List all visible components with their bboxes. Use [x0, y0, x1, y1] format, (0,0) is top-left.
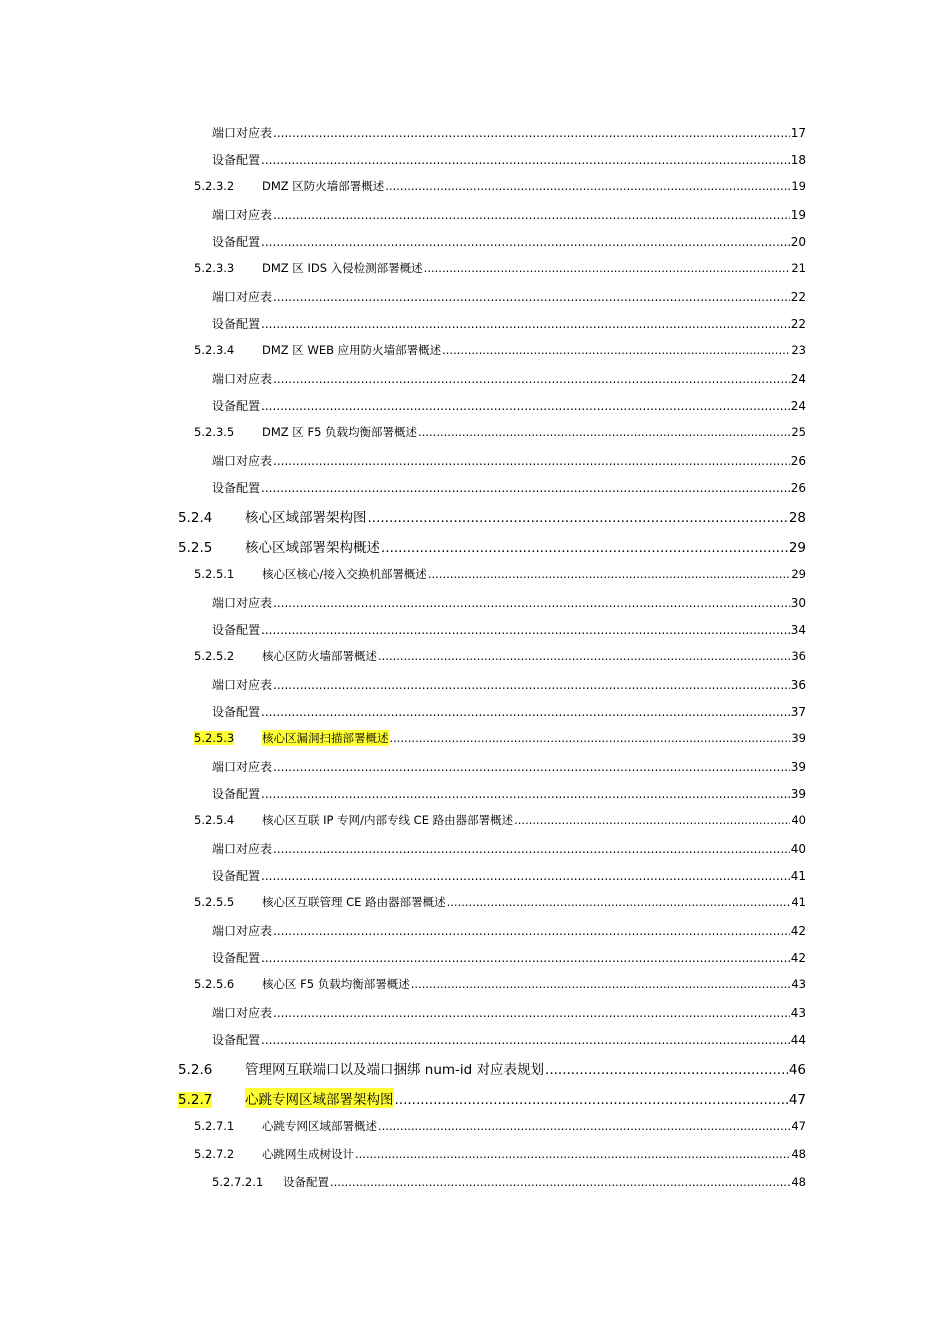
- toc-entry-number: [194, 895, 262, 909]
- toc-leader-dots: [390, 731, 791, 745]
- toc-entry-number-text: 5.2.4: [178, 510, 213, 526]
- toc-entry-title: 设备配置: [212, 623, 261, 637]
- toc-entry-title: 端口对应表: [212, 842, 273, 856]
- toc-entry-number: [194, 425, 262, 439]
- toc-entry-page-number: 40: [790, 842, 806, 856]
- toc-entry-number-text: 5.2.5.4: [194, 813, 235, 827]
- toc-entry-title: 端口对应表: [212, 126, 273, 140]
- toc-entry-title: 设备配置: [212, 951, 261, 965]
- toc-entry[interactable]: [212, 785, 806, 802]
- toc-entry-title: 心跳专网区域部署概述: [262, 1119, 377, 1133]
- toc-entry-title: 端口对应表: [212, 454, 273, 468]
- toc-entry-number: [194, 261, 262, 275]
- toc-entry[interactable]: [178, 1058, 806, 1078]
- toc-entry-title: 端口对应表: [212, 924, 273, 938]
- toc-entry-page-number: 39: [790, 787, 806, 801]
- toc-entry-title: 端口对应表: [212, 372, 273, 386]
- toc-entry-number-text: 5.2.5: [178, 540, 213, 556]
- toc-entry-page-number: 43: [790, 1006, 806, 1020]
- toc-entry-title: 设备配置: [212, 399, 261, 413]
- toc-entry-number: [178, 510, 245, 526]
- toc-entry-page-number: 40: [791, 813, 806, 827]
- toc-entry-title: 设备配置: [212, 317, 261, 331]
- toc-entry-title: 端口对应表: [212, 760, 273, 774]
- toc-entry-page-number: 18: [790, 153, 806, 167]
- toc-leader-dots: [273, 760, 790, 774]
- toc-entry-number-text: 5.2.5.2: [194, 649, 235, 663]
- toc-leader-dots: [273, 126, 790, 140]
- toc-entry-title: 端口对应表: [212, 596, 273, 610]
- toc-entry-number-text: 5.2.7.1: [194, 1119, 235, 1133]
- toc-entry-page-number: 22: [790, 317, 806, 331]
- toc-entry[interactable]: [212, 676, 806, 693]
- toc-entry-number-text: 5.2.7.2: [194, 1147, 235, 1161]
- toc-entry-title: DMZ 区防火墙部署概述: [262, 179, 385, 193]
- toc-entry-title: 核心区防火墙部署概述: [262, 649, 377, 663]
- toc-leader-dots: [273, 1006, 790, 1020]
- toc-leader-dots: [378, 649, 790, 663]
- toc-entry[interactable]: [194, 342, 806, 358]
- toc-entry-number: [178, 1092, 245, 1108]
- toc-entry[interactable]: [194, 730, 806, 746]
- toc-leader-dots: [261, 153, 790, 167]
- toc-leader-dots: [442, 343, 790, 357]
- toc-leader-dots: [261, 623, 790, 637]
- toc-entry[interactable]: [212, 1031, 806, 1048]
- toc-entry[interactable]: [194, 178, 806, 194]
- toc-entry-page-number: 42: [790, 924, 806, 938]
- toc-entry-page-number: 28: [788, 510, 806, 526]
- toc-leader-dots: [273, 208, 790, 222]
- toc-leader-dots: [273, 924, 790, 938]
- toc-entry-title: 核心区 F5 负载均衡部署概述: [262, 977, 410, 991]
- toc-entry[interactable]: [178, 506, 806, 526]
- toc-leader-dots: [395, 1092, 788, 1108]
- toc-leader-dots: [261, 481, 790, 495]
- toc-entry[interactable]: [212, 233, 806, 250]
- toc-entry[interactable]: [212, 1004, 806, 1021]
- toc-entry[interactable]: [178, 536, 806, 556]
- toc-entry[interactable]: [178, 1088, 806, 1108]
- toc-entry[interactable]: [194, 1146, 806, 1162]
- toc-leader-dots: [261, 705, 790, 719]
- toc-entry[interactable]: [194, 260, 806, 276]
- toc-entry-number-text: 5.2.5.5: [194, 895, 235, 909]
- toc-entry-page-number: 41: [790, 869, 806, 883]
- toc-entry-page-number: 24: [790, 399, 806, 413]
- toc-entry-title: 心跳网生成树设计: [262, 1147, 354, 1161]
- toc-entry-title: DMZ 区 IDS 入侵检测部署概述: [262, 261, 423, 275]
- toc-entry-number: [194, 977, 262, 991]
- toc-entry-page-number: 26: [790, 481, 806, 495]
- toc-entry-number: [178, 1062, 245, 1078]
- toc-entry[interactable]: [212, 124, 806, 141]
- toc-entry-title: 核心区互联 IP 专网/内部专线 CE 路由器部署概述: [262, 813, 514, 827]
- toc-entry-page-number: 19: [790, 208, 806, 222]
- toc-entry-title: 核心区域部署架构图: [245, 510, 367, 526]
- toc-leader-dots: [368, 510, 788, 526]
- toc-entry[interactable]: [212, 922, 806, 939]
- toc-leader-dots: [411, 977, 791, 991]
- toc-entry-title: DMZ 区 WEB 应用防火墙部署概述: [262, 343, 442, 357]
- toc-entry-title: 设备配置: [212, 481, 261, 495]
- toc-entry-page-number: 19: [791, 179, 806, 193]
- toc-entry[interactable]: [212, 370, 806, 387]
- toc-leader-dots: [273, 678, 790, 692]
- toc-entry-page-number: 46: [788, 1062, 806, 1078]
- toc-entry[interactable]: [194, 976, 806, 992]
- toc-entry-page-number: 48: [791, 1147, 806, 1161]
- toc-entry[interactable]: [194, 894, 806, 910]
- toc-leader-dots: [261, 1033, 790, 1047]
- toc-leader-dots: [424, 261, 791, 275]
- toc-entry-page-number: 24: [790, 372, 806, 386]
- toc-entry-page-number: 36: [790, 678, 806, 692]
- toc-entry[interactable]: [194, 424, 806, 440]
- toc-entry-number: [194, 1147, 262, 1161]
- toc-entry-page-number: 34: [790, 623, 806, 637]
- toc-entry-page-number: 26: [790, 454, 806, 468]
- toc-entry-page-number: 36: [791, 649, 806, 663]
- toc-leader-dots: [428, 567, 790, 581]
- toc-entry-page-number: 41: [791, 895, 806, 909]
- toc-entry-number-text: 5.2.5.6: [194, 977, 235, 991]
- toc-leader-dots: [261, 951, 790, 965]
- toc-entry-number: [178, 540, 245, 556]
- toc-entry-number-text: 5.2.3.5: [194, 425, 235, 439]
- toc-entry-page-number: 30: [790, 596, 806, 610]
- toc-entry-title: 设备配置: [212, 705, 261, 719]
- toc-entry-title: 设备配置: [212, 1033, 261, 1047]
- toc-entry-number: [194, 649, 262, 663]
- toc-entry[interactable]: [212, 703, 806, 720]
- toc-entry-page-number: 42: [790, 951, 806, 965]
- toc-leader-dots: [545, 1062, 788, 1078]
- toc-leader-dots: [514, 813, 790, 827]
- toc-leader-dots: [261, 235, 790, 249]
- toc-leader-dots: [261, 317, 790, 331]
- toc-entry-number: [194, 813, 262, 827]
- toc-entry-page-number: 43: [791, 977, 806, 991]
- toc-entry-page-number: 20: [790, 235, 806, 249]
- toc-entry-title: 核心区核心/接入交换机部署概述: [262, 567, 427, 581]
- toc-entry-number-text: 5.2.5.1: [194, 567, 235, 581]
- toc-entry-number-text: 5.2.3.3: [194, 261, 235, 275]
- toc-entry-number: [194, 731, 262, 745]
- toc-entry-page-number: 29: [788, 540, 806, 556]
- toc-entry-title: 端口对应表: [212, 290, 273, 304]
- toc-leader-dots: [378, 1119, 790, 1133]
- toc-entry-page-number: 23: [791, 343, 806, 357]
- toc-entry-number: [194, 567, 262, 581]
- toc-entry[interactable]: [212, 1174, 806, 1190]
- toc-leader-dots: [381, 540, 788, 556]
- toc-entry-page-number: 48: [791, 1175, 806, 1189]
- toc-entry-page-number: 39: [791, 731, 806, 745]
- toc-leader-dots: [273, 372, 790, 386]
- toc-entry[interactable]: [212, 621, 806, 638]
- toc-entry-title: DMZ 区 F5 负载均衡部署概述: [262, 425, 418, 439]
- toc-entry[interactable]: [212, 758, 806, 775]
- toc-entry-page-number: 25: [791, 425, 806, 439]
- toc-entry-number: [194, 343, 262, 357]
- toc-entry-title: 核心区互联管理 CE 路由器部署概述: [262, 895, 446, 909]
- toc-entry[interactable]: [212, 949, 806, 966]
- toc-leader-dots: [261, 869, 790, 883]
- toc-entry-title: 端口对应表: [212, 678, 273, 692]
- toc-entry-page-number: 44: [790, 1033, 806, 1047]
- toc-entry-title: 设备配置: [283, 1175, 329, 1189]
- toc-leader-dots: [273, 290, 790, 304]
- toc-entry[interactable]: [194, 566, 806, 582]
- toc-entry-page-number: 47: [791, 1119, 806, 1133]
- toc-entry-page-number: 22: [790, 290, 806, 304]
- toc-entry-title: 核心区域部署架构概述: [245, 540, 380, 556]
- toc-entry-title: 端口对应表: [212, 1006, 273, 1020]
- toc-entry-number: [194, 1119, 262, 1133]
- toc-entry-title: 设备配置: [212, 787, 261, 801]
- toc-leader-dots: [273, 596, 790, 610]
- toc-entry-page-number: 37: [790, 705, 806, 719]
- toc-entry-title: 心跳专网区域部署架构图: [245, 1088, 394, 1108]
- toc-entry[interactable]: [212, 840, 806, 857]
- toc-entry[interactable]: [194, 812, 806, 828]
- toc-entry-page-number: 21: [791, 261, 806, 275]
- toc-entry-number-text: 5.2.6: [178, 1062, 213, 1078]
- toc-entry[interactable]: [212, 151, 806, 168]
- toc-entry-page-number: 17: [790, 126, 806, 140]
- toc-entry-title: 设备配置: [212, 153, 261, 167]
- toc-leader-dots: [273, 454, 790, 468]
- toc-leader-dots: [355, 1147, 790, 1161]
- toc-entry[interactable]: [212, 288, 806, 305]
- toc-entry-number-text: 5.2.5.3: [194, 731, 235, 745]
- toc-leader-dots: [385, 179, 790, 193]
- toc-entry-title: 设备配置: [212, 235, 261, 249]
- toc-entry-title: 端口对应表: [212, 208, 273, 222]
- toc-entry-number: [212, 1175, 283, 1189]
- toc-entry[interactable]: [194, 648, 806, 664]
- toc-entry-title: 核心区漏洞扫描部署概述: [262, 731, 389, 745]
- toc-entry-page-number: 39: [790, 760, 806, 774]
- toc-entry-number-text: 5.2.7.2.1: [212, 1175, 264, 1189]
- toc-entry[interactable]: [212, 867, 806, 884]
- toc-leader-dots: [261, 399, 790, 413]
- toc-entry-number: [194, 179, 262, 193]
- toc-entry-page-number: 47: [788, 1092, 806, 1108]
- toc-entry-title: 管理网互联端口以及端口捆绑 num-id 对应表规划: [245, 1062, 545, 1078]
- toc-entry-number-text: 5.2.3.4: [194, 343, 235, 357]
- toc-entry-page-number: 29: [791, 567, 806, 581]
- toc-entry[interactable]: [212, 315, 806, 332]
- toc-leader-dots: [261, 787, 790, 801]
- toc-entry[interactable]: [212, 452, 806, 469]
- toc-entry[interactable]: [212, 594, 806, 611]
- toc-entry-number-text: 5.2.3.2: [194, 179, 235, 193]
- toc-leader-dots: [330, 1175, 790, 1189]
- toc-entry[interactable]: [212, 479, 806, 496]
- toc-leader-dots: [273, 842, 790, 856]
- toc-entry-number-text: 5.2.7: [178, 1092, 213, 1108]
- toc-entry[interactable]: [194, 1118, 806, 1134]
- toc-entry[interactable]: [212, 397, 806, 414]
- toc-leader-dots: [447, 895, 791, 909]
- toc-entry-title: 设备配置: [212, 869, 261, 883]
- toc-entry[interactable]: [212, 206, 806, 223]
- toc-leader-dots: [418, 425, 790, 439]
